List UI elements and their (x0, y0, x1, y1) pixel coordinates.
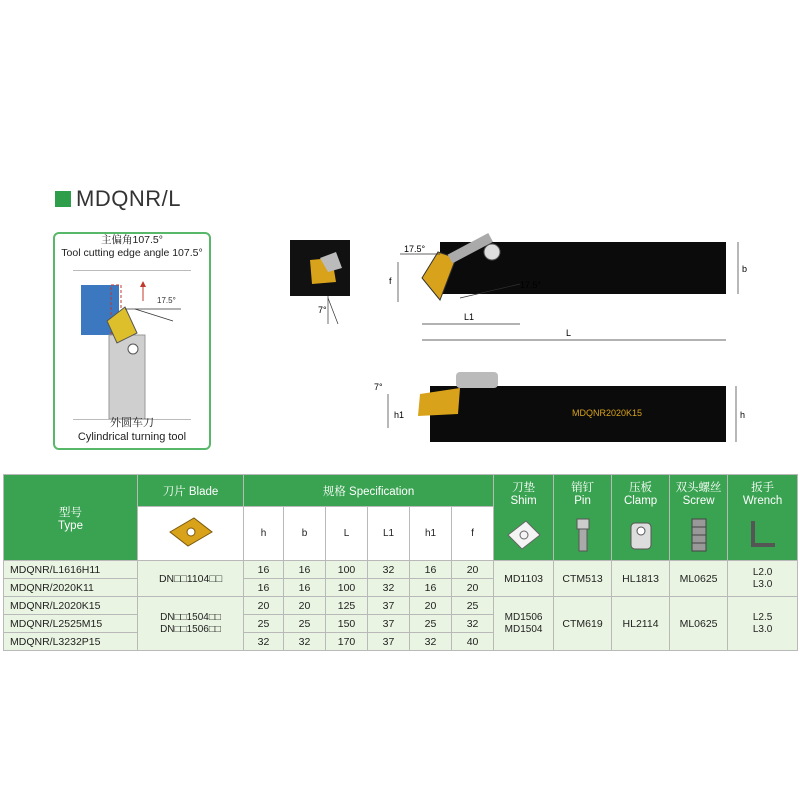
col-h1: h1 (410, 507, 452, 561)
col-pin (554, 475, 612, 561)
panel-footer (55, 416, 209, 444)
end-view (290, 240, 350, 324)
screw-cell: ML0625 (670, 597, 728, 651)
value-cell: 16 (284, 579, 326, 597)
page-title: MDQNR/L (76, 186, 181, 211)
blade-code-1: DN□□1504□□ (160, 611, 221, 623)
col-wrench (728, 475, 798, 561)
blade-insert-cell (138, 507, 244, 561)
col-clamp-cn: 压板 (629, 482, 653, 494)
table-header-row (4, 475, 798, 507)
col-pin-cn: 销钉 (571, 482, 595, 494)
value-cell: 37 (368, 615, 410, 633)
value-cell: 25 (410, 615, 452, 633)
wrench-cell (728, 561, 798, 597)
value-cell: 100 (326, 561, 368, 579)
col-screw-en: Screw (682, 495, 715, 507)
top-view-screw (484, 244, 500, 260)
foot-label-en: Cylindrical turning tool (77, 431, 187, 443)
blade-code-2: DN□□1506□□ (160, 623, 221, 635)
col-h: h (244, 507, 284, 561)
value-cell: 25 (244, 615, 284, 633)
value-cell: 20 (284, 597, 326, 615)
value-cell: 37 (368, 633, 410, 651)
value-cell: 40 (452, 633, 494, 651)
pin-cell: CTM619 (554, 597, 612, 651)
wrench-size-1: L2.5 (752, 611, 773, 623)
value-cell: 125 (326, 597, 368, 615)
table-row (4, 561, 798, 579)
clamp-cell: HL1813 (612, 561, 670, 597)
dim-L1-label: L1 (464, 312, 475, 322)
screw-icon (679, 515, 719, 555)
col-f: f (452, 507, 494, 561)
panel-header (55, 234, 209, 260)
technical-drawing (280, 228, 760, 458)
blade-cell (138, 597, 244, 651)
panel-illustration-frame (73, 270, 191, 420)
cylindrical-turning-illustration (73, 271, 191, 419)
model-cell: MDQNR/L3232P15 (4, 633, 138, 651)
model-cell: MDQNR/L1616H11 (4, 561, 138, 579)
side-angle-label: 7° (374, 382, 383, 392)
value-cell: 20 (452, 579, 494, 597)
tool-shank (109, 335, 145, 419)
wrench-cell (728, 597, 798, 651)
col-shim-cn: 刀垫 (512, 482, 536, 494)
value-cell: 32 (410, 633, 452, 651)
wrench-size-1: L2.0 (752, 566, 773, 578)
feed-arrow-head (140, 281, 146, 287)
table-row (4, 597, 798, 615)
blade-cell: DN□□1104□□ (138, 561, 244, 597)
col-screw-cn: 双头螺丝 (675, 482, 722, 494)
title-marker (55, 191, 71, 207)
value-cell: 20 (410, 597, 452, 615)
foot-label-cn: 外圆车刀 (110, 417, 154, 429)
col-wrench-cn: 扳手 (751, 482, 775, 494)
value-cell: 25 (284, 615, 326, 633)
wrench-size-2: L3.0 (752, 578, 773, 590)
blade-insert-icon (166, 514, 216, 550)
angle-label-en: Tool cutting edge angle 107.5° (61, 247, 203, 259)
value-cell: 16 (410, 579, 452, 597)
col-type (4, 475, 138, 561)
wrench-icon (743, 515, 783, 555)
spec-table (3, 474, 798, 651)
angle-label-cn: 主偏角107.5° (101, 234, 163, 246)
model-cell: MDQNR/L2020K15 (4, 597, 138, 615)
value-cell: 20 (452, 561, 494, 579)
col-type-en: Type (58, 519, 83, 532)
value-cell: 16 (244, 579, 284, 597)
top-view (389, 233, 747, 340)
pin-cell: CTM513 (554, 561, 612, 597)
angle-line-2 (135, 309, 173, 321)
col-clamp (612, 475, 670, 561)
col-shim (494, 475, 554, 561)
value-cell: 32 (368, 561, 410, 579)
cutting-angle-panel (53, 232, 211, 450)
shim-cell: MD1103 (494, 561, 554, 597)
end-view-angle-label: 7° (318, 305, 327, 315)
col-b: b (284, 507, 326, 561)
col-type-cn: 型号 (59, 506, 82, 519)
col-wrench-en: Wrench (742, 495, 783, 507)
clamp-icon (621, 515, 661, 555)
col-shim-en: Shim (510, 495, 537, 507)
value-cell: 16 (244, 561, 284, 579)
screw-cell: ML0625 (670, 561, 728, 597)
shim-icon (504, 515, 544, 555)
value-cell: 32 (452, 615, 494, 633)
shim-code-2: MD1504 (504, 623, 543, 635)
value-cell: 170 (326, 633, 368, 651)
side-view (374, 372, 745, 442)
col-screw (670, 475, 728, 561)
shim-cell (494, 597, 554, 651)
value-cell: 16 (410, 561, 452, 579)
top-angle-label: 17.5° (404, 244, 426, 254)
value-cell: 25 (452, 597, 494, 615)
model-cell: MDQNR/2020K11 (4, 579, 138, 597)
dim-L-label: L (566, 328, 572, 338)
side-view-clamp (456, 372, 498, 388)
wrench-size-2: L3.0 (752, 623, 773, 635)
dim-b-label: b (742, 264, 748, 274)
top-view-shank (440, 242, 726, 294)
col-blade: 刀片 Blade (138, 475, 244, 507)
col-L: L (326, 507, 368, 561)
dim-h-label: h (740, 410, 746, 420)
model-cell: MDQNR/L2525M15 (4, 615, 138, 633)
engraving-label: MDQNR2020K15 (572, 408, 643, 418)
angle-small-label: 17.5° (157, 296, 176, 305)
col-spec: 规格 Specification (244, 475, 494, 507)
dim-h1-label: h1 (394, 410, 405, 420)
dim-f-label: f (389, 276, 392, 286)
clamp-cell: HL2114 (612, 597, 670, 651)
col-clamp-en: Clamp (623, 495, 658, 507)
value-cell: 16 (284, 561, 326, 579)
value-cell: 20 (244, 597, 284, 615)
value-cell: 37 (368, 597, 410, 615)
value-cell: 32 (244, 633, 284, 651)
side-view-insert (418, 388, 460, 416)
value-cell: 100 (326, 579, 368, 597)
clamp-screw (128, 344, 138, 354)
value-cell: 32 (368, 579, 410, 597)
value-cell: 150 (326, 615, 368, 633)
value-cell: 32 (284, 633, 326, 651)
col-L1: L1 (368, 507, 410, 561)
pin-icon (563, 515, 603, 555)
col-pin-en: Pin (574, 495, 591, 507)
end-view-angle-line (328, 298, 338, 324)
shim-code-1: MD1506 (504, 611, 543, 623)
tip-angle-label: 17.5° (520, 280, 542, 290)
